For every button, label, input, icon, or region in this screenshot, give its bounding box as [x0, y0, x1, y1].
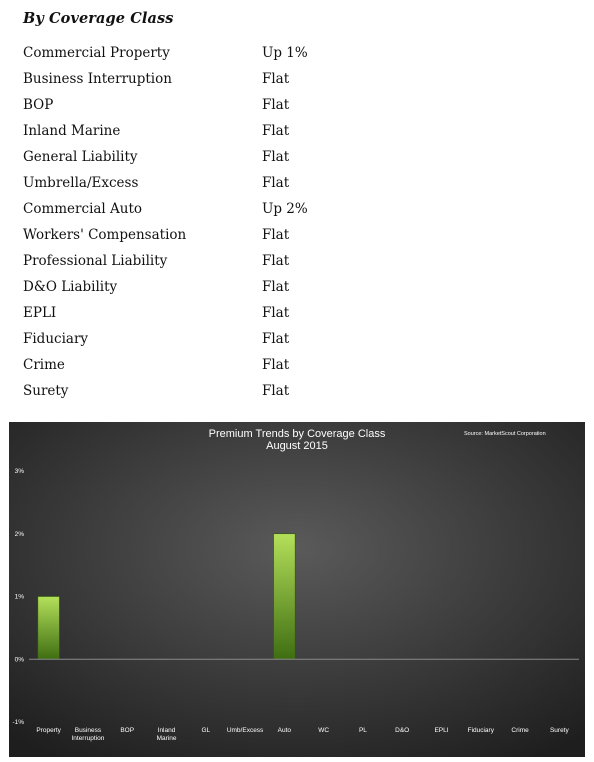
x-tick-label: Umb/Excess [226, 727, 264, 734]
section-heading: By Coverage Class [23, 10, 174, 27]
rate-row [23, 118, 423, 144]
coverage-rate-change: Flat [262, 149, 290, 165]
coverage-rate-change: Up 1% [262, 45, 308, 61]
rate-row [23, 378, 423, 404]
coverage-rate-change: Flat [262, 97, 290, 113]
x-tick-label: WC [318, 727, 330, 734]
coverage-class-name: Commercial Property [23, 45, 170, 61]
coverage-rate-change: Flat [262, 357, 290, 373]
coverage-class-name: Professional Liability [23, 253, 168, 269]
x-tick-label: Crime [511, 727, 529, 734]
rate-row [23, 92, 423, 118]
coverage-rate-change: Flat [262, 71, 290, 87]
x-tick-label: Interruption [71, 735, 105, 742]
coverage-class-name: Umbrella/Excess [23, 175, 139, 191]
coverage-class-name: Commercial Auto [23, 201, 143, 217]
coverage-rate-change: Flat [262, 253, 290, 269]
chart-background [9, 422, 585, 757]
rate-row [23, 248, 423, 274]
coverage-rate-change: Flat [262, 123, 290, 139]
rate-row [23, 40, 423, 66]
coverage-rate-change: Flat [262, 331, 290, 347]
coverage-class-name: General Liability [23, 149, 138, 165]
y-tick-label: -1% [12, 719, 24, 726]
coverage-class-name: Surety [23, 383, 69, 399]
rate-row [23, 300, 423, 326]
rate-row [23, 326, 423, 352]
coverage-class-name: Crime [23, 357, 65, 373]
chart-source: Source: MarketScout Corporation [464, 431, 546, 437]
x-tick-label: EPLI [434, 727, 449, 734]
chart-svg [9, 422, 585, 757]
coverage-class-name: Inland Marine [23, 123, 121, 139]
chart-title: Premium Trends by Coverage Class [208, 428, 386, 440]
y-tick-label: 0% [14, 656, 24, 664]
coverage-rate-table [23, 40, 423, 404]
coverage-class-name: Fiduciary [23, 331, 89, 347]
y-tick-label: 1% [14, 593, 24, 601]
x-tick-label: PL [358, 727, 367, 734]
x-tick-label: Auto [277, 727, 292, 734]
x-tick-label: GL [201, 727, 211, 734]
coverage-class-name: D&O Liability [23, 279, 118, 295]
x-tick-label: Business [74, 727, 102, 734]
premium-trends-chart [9, 422, 585, 757]
rate-row [23, 144, 423, 170]
rate-row [23, 170, 423, 196]
coverage-class-name: Workers' Compensation [23, 227, 187, 243]
coverage-rate-change: Flat [262, 175, 290, 191]
x-tick-label: Surety [549, 727, 569, 734]
x-tick-label: D&O [395, 727, 410, 734]
y-tick-label: 3% [14, 468, 24, 475]
rate-row [23, 222, 423, 248]
rate-row [23, 196, 423, 222]
coverage-rate-change: Flat [262, 383, 290, 399]
x-tick-label: Marine [156, 735, 177, 742]
bar [274, 534, 296, 660]
rate-row [23, 274, 423, 300]
bar [38, 597, 60, 660]
coverage-rate-change: Flat [262, 227, 290, 243]
coverage-rate-change: Up 2% [262, 201, 308, 217]
x-tick-label: Fiduciary [467, 727, 494, 734]
chart-subtitle: August 2015 [266, 440, 328, 452]
x-tick-label: BOP [120, 727, 135, 734]
x-tick-label: Inland [157, 727, 176, 734]
rate-row [23, 352, 423, 378]
coverage-class-name: EPLI [23, 305, 57, 321]
x-tick-label: Property [36, 727, 61, 734]
coverage-class-name: Business Interruption [23, 71, 172, 87]
y-tick-label: 2% [14, 530, 24, 538]
coverage-class-name: BOP [23, 97, 54, 113]
rate-row [23, 66, 423, 92]
coverage-rate-change: Flat [262, 279, 290, 295]
coverage-rate-change: Flat [262, 305, 290, 321]
